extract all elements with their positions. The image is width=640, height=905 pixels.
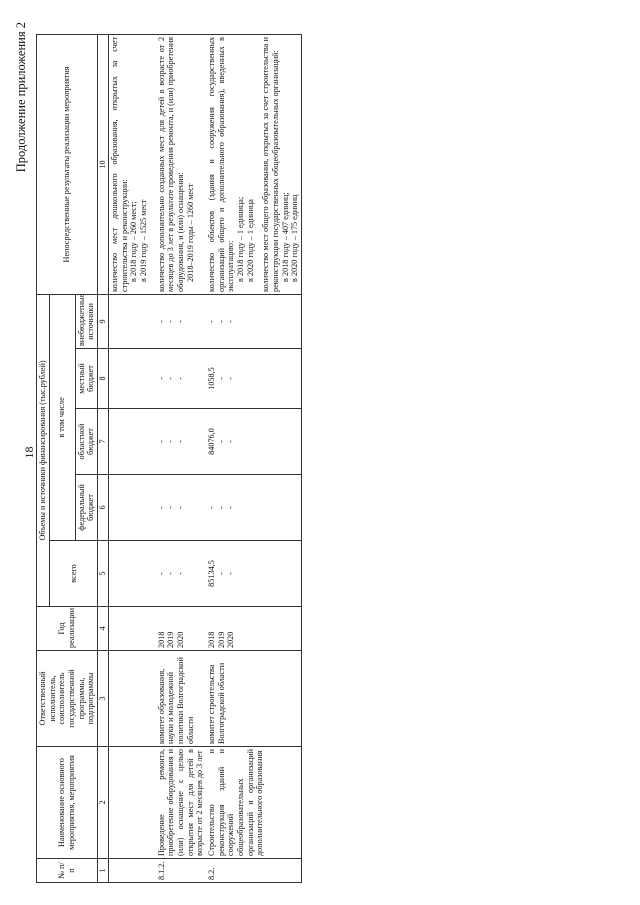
results-text: количество дополнительно созданных мест для детей в возрасте от 2 месяцев до 3 лет в результате проведения ремонта, и (или) приобретения оборудования, и (или) оснащения: <box>156 36 186 292</box>
colnum: 10 <box>98 34 109 294</box>
row-local: 1058,5 - - <box>206 349 302 409</box>
table-row <box>206 34 302 882</box>
header-executor: Ответственный исполнитель, соисполнитель государственной программы, подпрограммы <box>37 651 98 747</box>
results-mid <box>156 34 206 294</box>
colnum: 2 <box>98 747 109 859</box>
results-item: в 2018 году – 1 единица; <box>236 196 246 282</box>
colnum: 7 <box>98 409 109 475</box>
header-row-1 <box>37 34 50 882</box>
colnum: 3 <box>98 651 109 747</box>
colnum: 9 <box>98 294 109 348</box>
colnum: 4 <box>98 607 109 651</box>
row-no: 8.1.2. <box>156 859 206 883</box>
row-total: - - - <box>156 541 206 607</box>
row-executor: комитет строительства Волгоградской области <box>206 651 302 747</box>
row-name: Строительство и реконструкция зданий и сооружений общеобразовательных организаций и организаций дополнительного образования <box>206 747 302 859</box>
row-executor: комитет образования, науки и молодежной политики Волгоградской области <box>156 651 206 747</box>
row-local: - - - <box>156 349 206 409</box>
header-no: № п/п <box>37 859 98 883</box>
table-row <box>156 34 206 882</box>
results-item: в 2020 году – 1 единица <box>245 199 255 282</box>
header-name: Наименование основного мероприятия, мероприятия <box>37 747 98 859</box>
header-total: всего <box>49 541 97 607</box>
header-results: Непосредственные результаты реализации мероприятия <box>37 34 98 294</box>
header-regional: областной бюджет <box>75 409 97 475</box>
results-text: количество мест общего образования, открытых за счет строительства и реконструкции государственных общеобразовательных организаций: <box>261 36 281 292</box>
row-federal: - - - <box>156 475 206 541</box>
row-regional: 84076,0 - - <box>206 409 302 475</box>
colnum: 8 <box>98 349 109 409</box>
row-name: Проведение ремонта, приобретение оборудования и (или) оснащение с целью открытия мест для детей в возрасте от 2 месяцев до 3 лет <box>156 747 206 859</box>
colnum: 6 <box>98 475 109 541</box>
colnum: 5 <box>98 541 109 607</box>
header-federal: федеральный бюджет <box>75 475 97 541</box>
row-years: 2018 2019 2020 <box>206 607 302 651</box>
row-offbudget: - - - <box>156 294 206 348</box>
header-offbudget: внебюджетные источники <box>75 294 97 348</box>
results-item: 2018–2019 годы – 1260 мест <box>185 183 195 282</box>
row-federal: - - - <box>206 475 302 541</box>
row-years: 2018 2019 2020 <box>156 607 206 651</box>
results-top <box>109 34 156 294</box>
table-row-continuation <box>109 34 156 882</box>
results-item: в 2018 году – 407 единиц; <box>280 192 290 282</box>
row-total: 85134,5 - - <box>206 541 302 607</box>
header-year: Год реализации <box>37 607 98 651</box>
results-r2 <box>206 34 302 294</box>
program-table <box>36 34 302 883</box>
results-item: в 2020 году – 175 единиц <box>290 194 300 282</box>
colnum: 1 <box>98 859 109 883</box>
results-text: количество объектов (здания и сооружения государственных организаций общего и дополнительного образования), введенных в эксплуатацию: <box>207 36 236 292</box>
results-item: в 2018 году – 260 мест; <box>129 201 139 282</box>
row-no: 8.2. <box>206 859 302 883</box>
results-text: количество мест дошкольного образования, открытых за счет строительства и реконструкции: <box>110 36 129 292</box>
header-incl: в том числе <box>49 294 75 540</box>
row-regional: - - - <box>156 409 206 475</box>
page-number: 18 <box>22 446 36 459</box>
annex-title: Продолжение приложения 2 <box>14 22 28 173</box>
header-funding: Объемы и источники финансирования (тыс.рублей) <box>37 294 50 606</box>
header-local: местный бюджет <box>75 349 97 409</box>
row-offbudget: - - - <box>206 294 302 348</box>
results-item: в 2019 году – 1525 мест <box>139 199 149 282</box>
column-numbers-row <box>98 34 109 882</box>
